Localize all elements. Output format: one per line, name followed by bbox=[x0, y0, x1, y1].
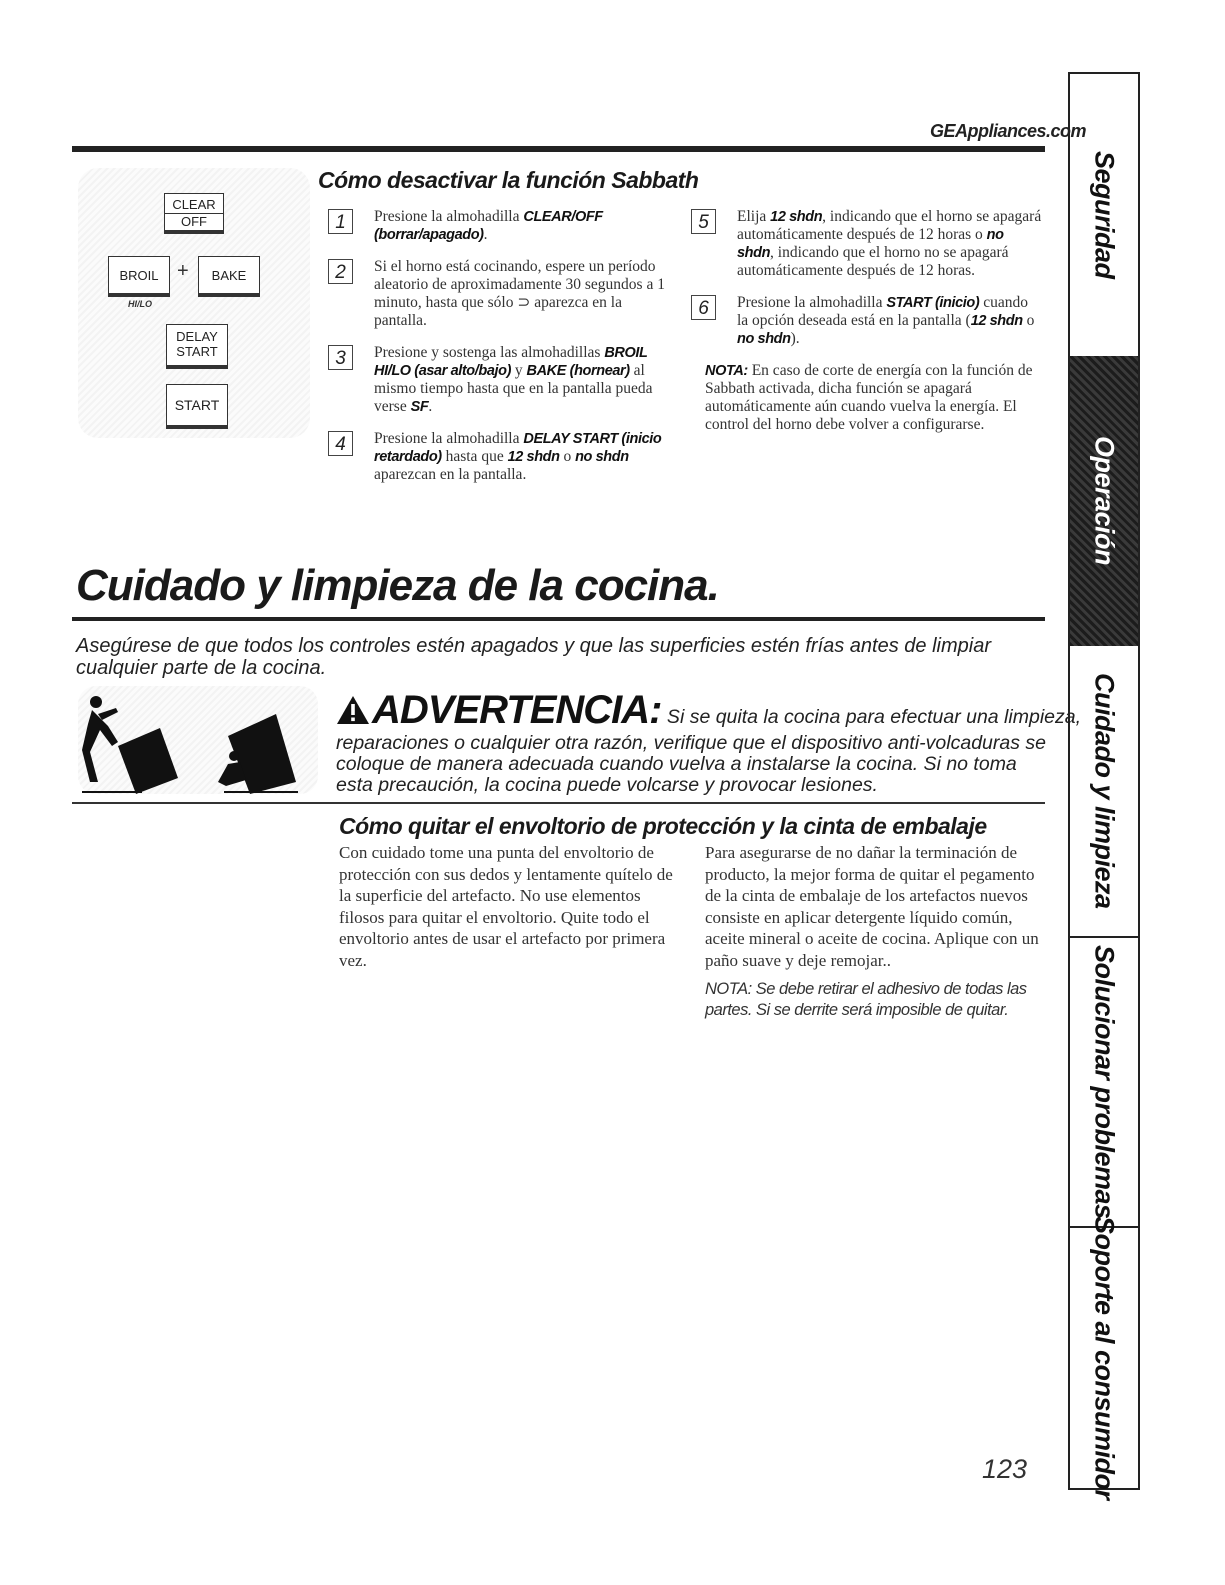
step-number: 2 bbox=[328, 259, 353, 284]
step-text: , indicando que el horno se apagará automáticamente después de 12 horas o bbox=[737, 208, 1042, 243]
step-text: Presione la almohadilla bbox=[374, 430, 524, 447]
warning-text: reparaciones o cualquier otra razón, verifique que el dispositivo anti-volcaduras se coloque de manera adecuada cuando vuelva a instalarse la cocina. Si no toma esta precaución, la cocina puede volcarse y provocar lesiones. bbox=[336, 732, 1046, 796]
bake-key: BAKE bbox=[198, 256, 260, 294]
tab-label: Operación bbox=[1089, 436, 1120, 566]
step-bold: 12 shdn bbox=[970, 313, 1023, 329]
page-number: 123 bbox=[982, 1454, 1028, 1484]
warning-block bbox=[336, 688, 1082, 796]
step-bold: 12 shdn bbox=[507, 449, 560, 465]
start-key: START bbox=[166, 384, 228, 426]
tip-over-icon bbox=[78, 686, 318, 794]
control-keypad-illustration bbox=[78, 168, 310, 438]
step-number: 4 bbox=[328, 431, 353, 456]
step-bold: no shdn bbox=[575, 449, 629, 465]
step-text: Presione la almohadilla bbox=[737, 294, 887, 311]
step-item bbox=[320, 208, 665, 244]
sabbath-steps-left bbox=[320, 208, 665, 498]
step-text: al mismo tiempo hasta que en la pantalla pueda verse bbox=[374, 362, 653, 415]
step-item bbox=[320, 344, 665, 416]
delay-start-key-label: START bbox=[176, 344, 218, 359]
step-number: 6 bbox=[691, 295, 716, 320]
step-text: aparezcan en la pantalla. bbox=[374, 466, 527, 483]
step-number: 1 bbox=[328, 209, 353, 234]
wrap-note: NOTA: Se debe retirar el adhesivo de todas las partes. Si se derrite será imposible de quitar. bbox=[705, 980, 1027, 1019]
tab-label: Soporte al consumidor bbox=[1089, 1216, 1120, 1500]
step-bold: no shdn bbox=[737, 227, 1004, 261]
warning-heading: ADVERTENCIA: bbox=[372, 688, 662, 732]
step-bold: BROIL HI/LO (asar alto/bajo) bbox=[374, 345, 648, 379]
step-text: cuando la opción deseada está en la pantalla ( bbox=[737, 294, 1028, 329]
warning-triangle-icon bbox=[336, 695, 370, 725]
tab-label: Solucionar problemas bbox=[1089, 945, 1120, 1219]
plus-sign: + bbox=[177, 260, 189, 282]
step-item bbox=[683, 208, 1043, 280]
step-bold: START (inicio) bbox=[886, 295, 980, 311]
step-text: Si el horno está cocinando, espere un período aleatorio de aproximadamente 30 segundos a 1 minuto, hasta que sólo ⊃ aparezca en la pantalla. bbox=[374, 258, 665, 329]
step-bold: no shdn bbox=[737, 331, 791, 347]
step-text: . bbox=[428, 398, 433, 415]
site-url[interactable]: GEAppliances.com bbox=[930, 121, 1087, 141]
step-bold: BAKE (hornear) bbox=[526, 363, 630, 379]
step-text: ). bbox=[790, 330, 800, 347]
warning-divider bbox=[72, 802, 1045, 804]
tab-soporte-al-consumidor[interactable] bbox=[1070, 1216, 1138, 1500]
sabbath-note bbox=[683, 362, 1043, 434]
hi-lo-label: HI/LO bbox=[128, 299, 152, 309]
clear-off-key bbox=[164, 193, 224, 231]
step-text: Presione la almohadilla bbox=[374, 208, 524, 225]
warning-lead-text: Si se quita la cocina para efectuar una limpieza, bbox=[661, 706, 1082, 728]
tab-cuidado-y-limpieza[interactable] bbox=[1070, 646, 1138, 936]
wrap-section-title: Cómo quitar el envoltorio de protección y la cinta de embalaje bbox=[339, 813, 987, 839]
step-item bbox=[320, 258, 665, 330]
step-text: Presione y sostenga las almohadillas bbox=[374, 344, 605, 361]
step-item bbox=[683, 294, 1043, 348]
section-tabs bbox=[1068, 72, 1140, 1500]
step-item bbox=[320, 430, 665, 484]
care-section-title: Cuidado y limpieza de la cocina. bbox=[76, 561, 719, 610]
tab-label: Seguridad bbox=[1089, 151, 1120, 279]
step-text: hasta que bbox=[441, 448, 508, 465]
tab-label: Cuidado y limpieza bbox=[1089, 673, 1120, 909]
step-bold: 12 shdn bbox=[770, 209, 823, 225]
delay-start-key bbox=[166, 324, 228, 366]
wrap-text-right bbox=[705, 842, 1045, 1021]
step-text: . bbox=[483, 226, 488, 243]
step-number: 3 bbox=[328, 345, 353, 370]
step-text: o bbox=[1022, 312, 1035, 329]
off-key-label: OFF bbox=[165, 213, 223, 229]
tab-operacion[interactable] bbox=[1070, 356, 1138, 646]
care-intro-text: Asegúrese de que todos los controles estén apagados y que las superficies estén frías antes de limpiar cualquier parte de la cocina. bbox=[76, 635, 991, 679]
step-text: o bbox=[559, 448, 576, 465]
delay-key-label: DELAY bbox=[176, 329, 218, 344]
sabbath-steps-right bbox=[683, 208, 1043, 434]
step-number: 5 bbox=[691, 209, 716, 234]
tab-seguridad[interactable] bbox=[1070, 74, 1138, 356]
warning-header-line bbox=[336, 688, 1082, 733]
step-bold: SF bbox=[410, 399, 429, 415]
tip-over-warning-illustration bbox=[78, 686, 318, 794]
step-bold: DELAY START (inicio retardado) bbox=[374, 431, 662, 465]
top-divider bbox=[72, 146, 1045, 152]
step-text: , indicando que el horno no se apagará automáticamente después de 12 horas. bbox=[737, 244, 1009, 279]
wrap-text-left: Con cuidado tome una punta del envoltorio de protección con sus dedos y lentamente quítelo de la superficie del artefacto. No use elementos filosos para quitar el envoltorio. Quite todo el envoltorio antes de usar el artefacto por primera vez. bbox=[339, 843, 673, 970]
step-bold: CLEAR/OFF (borrar/apagado) bbox=[374, 209, 603, 243]
clear-key-label: CLEAR bbox=[172, 197, 216, 212]
care-divider bbox=[72, 617, 1045, 621]
step-text: y bbox=[511, 362, 527, 379]
sabbath-section-title: Cómo desactivar la función Sabbath bbox=[318, 167, 699, 193]
note-label: NOTA: bbox=[705, 363, 748, 379]
tab-solucionar-problemas[interactable] bbox=[1070, 936, 1138, 1226]
note-text: En caso de corte de energía con la función de Sabbath activada, dicha función se apagará automáticamente aún cuando vuelva la energía. El control del horno debe volver a configurarse. bbox=[705, 362, 1033, 433]
broil-key: BROIL bbox=[108, 256, 170, 294]
step-text: Elija bbox=[737, 208, 771, 225]
wrap-text-right-body: Para asegurarse de no dañar la terminación de producto, la mejor forma de quitar el pegamento de la cinta de embalaje de los artefactos nuevos consiste en aplicar detergente líquido común, aceite mineral o aceite de cocina. Aplique con un paño suave y deje remojar.. bbox=[705, 843, 1039, 970]
